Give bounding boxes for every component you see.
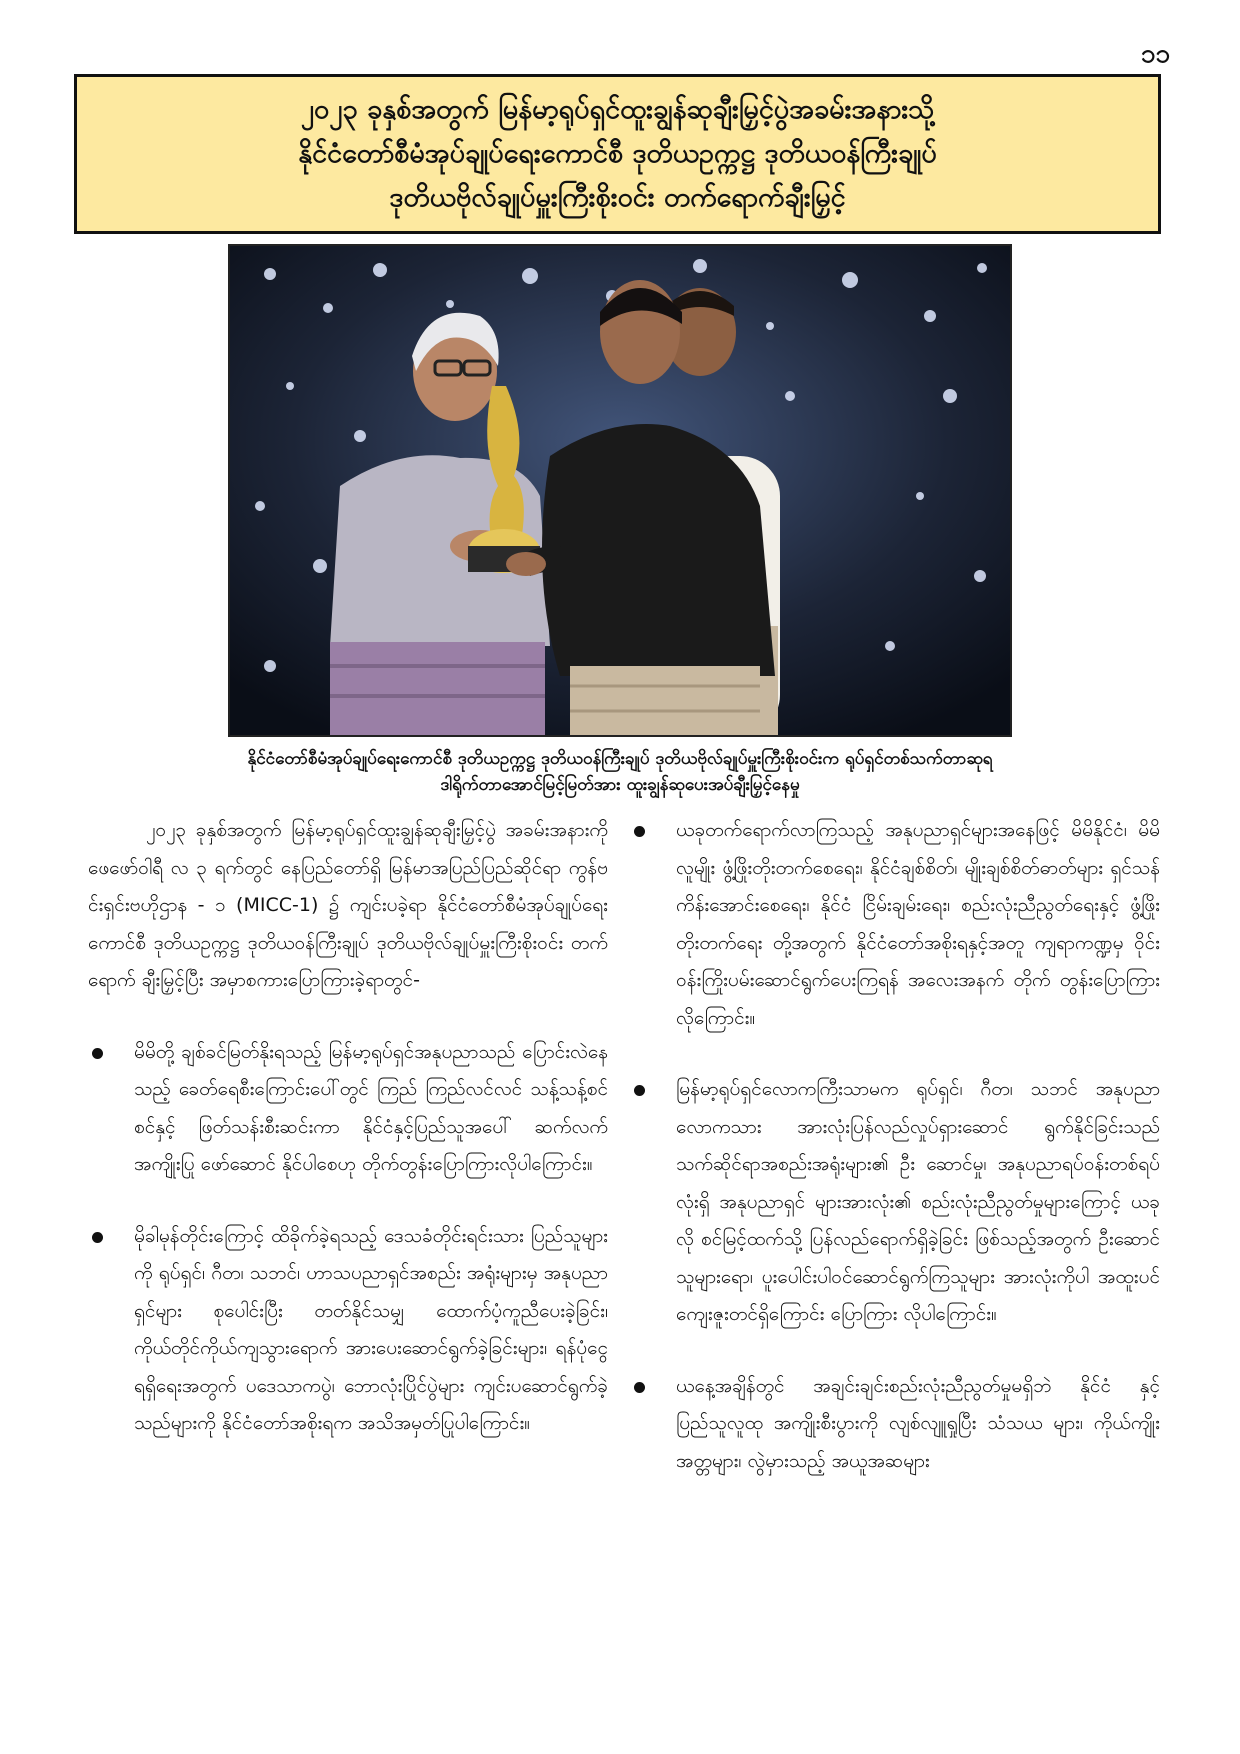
caption-line-2: ဒါရိုက်တာအောင်မြင့်မြတ်အား ထူးချွန်ဆုပေးအပ်ချီးမြှင့်နေမှု: [440, 775, 800, 795]
bullet-dot-icon: [634, 826, 645, 837]
bullet-text: ယခုတက်ရောက်လာကြသည့် အနုပညာရှင်များအနေဖြင့် မိမိနိုင်ငံ၊ မိမိလူမျိုး ဖွံ့ဖြိုးတိုးတက်စေရေး၊ နိုင်ငံချစ်စိတ်၊ မျိုးချစ်စိတ်ဓာတ်များ ရှင်သန်ကိန်းအောင်းစေရေး၊ နိုင်ငံ ငြိမ်းချမ်းရေး၊ စည်းလုံးညီညွတ်ရေးနှင့် ဖွံ့ဖြိုးတိုးတက်ရေး တို့အတွက် နိုင်ငံတော်အစိုးရနှင့်အတူ ကျရာကဏ္ဍမှ ဝိုင်း ဝန်းကြိုးပမ်းဆောင်ရွက်ပေးကြရန် အလေးအနက် တိုက် တွန်းပြောကြားလိုကြောင်း။: [676, 819, 1160, 1029]
bullet-dot-icon: [634, 1382, 645, 1393]
bullet-item: [88, 1034, 608, 1184]
award-ceremony-photo: [228, 244, 1012, 737]
bullet-text: မိုခါမုန်တိုင်းကြောင့် ထိခိုက်ခဲ့ရသည့် ဒေသခံတိုင်းရင်းသား ပြည်သူများကို ရုပ်ရှင်၊ ဂီတ၊ သဘင်၊ ဟာသပညာရှင်အစည်း အရုံးများမှ အနုပညာရှင်များ စုပေါင်းပြီး တတ်နိုင်သမျှ ထောက်ပံ့ကူညီပေးခဲ့ခြင်း၊ ကိုယ်တိုင်ကိုယ်ကျသွားရောက် အားပေးဆောင်ရွက်ခဲ့ခြင်းများ၊ ရန်ပုံငွေရရှိရေးအတွက် ပဒေသာကပွဲ၊ ဘောလုံးပြိုင်ပွဲများ ကျင်းပဆောင်ရွက်ခဲ့ သည်များကို နိုင်ငံတော်အစိုးရက အသိအမှတ်ပြုပါကြောင်း။: [134, 1224, 608, 1434]
left-column: [88, 812, 608, 1443]
intro-paragraph: ၂၀၂၃ ခုနှစ်အတွက် မြန်မာ့ရုပ်ရှင်ထူးချွန်ဆုချီးမြှင့်ပွဲ အခမ်းအနားကို ဖေဖော်ဝါရီ လ ၃ ရက်တွင် နေပြည်တော်ရှိ မြန်မာအပြည်ပြည်ဆိုင်ရာ ကွန်ဗင်းရှင်းဗဟိုဌာန - ၁ (MICC-1) ၌ ကျင်းပခဲ့ရာ နိုင်ငံတော်စီမံအုပ်ချုပ်ရေးကောင်စီ ဒုတိယဥက္ကဋ္ဌ ဒုတိယဝန်ကြီးချုပ် ဒုတိယဗိုလ်ချုပ်မှူးကြီးစိုးဝင်း တက်ရောက် ချီးမြှင့်ပြီး အမှာစကားပြောကြားခဲ့ရာတွင်-: [88, 819, 608, 991]
bullet-text: မိမိတို့ ချစ်ခင်မြတ်နိုးရသည့် မြန်မာ့ရုပ်ရှင်အနုပညာသည် ပြောင်းလဲနေသည့် ခေတ်ရေစီးကြောင်းပေါ်တွင် ကြည် ကြည်လင်လင် သန့်သန့်စင်စင်နှင့် ဖြတ်သန်းစီးဆင်းကာ နိုင်ငံနှင့်ပြည်သူအပေါ် ဆက်လက်အကျိုးပြု ဖော်ဆောင် နိုင်ပါစေဟု တိုက်တွန်းပြောကြားလိုပါကြောင်း။: [134, 1040, 608, 1175]
bullet-item: [630, 812, 1160, 1037]
bullet-item: [88, 1218, 608, 1443]
bullet-text: ယနေ့အချိန်တွင် အချင်းချင်းစည်းလုံးညီညွတ်မှုမရှိဘဲ နိုင်ငံ နှင့် ပြည်သူလူထု အကျိုးစီးပွားကို လျစ်လျူရှုပြီး သံသယ များ၊ ကိုယ်ကျိုးအတ္တများ၊ လွဲမှားသည့် အယူအဆများ: [676, 1374, 1160, 1472]
bullet-dot-icon: [634, 1085, 645, 1096]
headline-box: [74, 74, 1161, 234]
headline-line-3: ဒုတိယဗိုလ်ချုပ်မှူးကြီးစိုးဝင်း တက်ရောက်ချီးမြှင့်: [389, 182, 846, 213]
bullet-item: [630, 1071, 1160, 1334]
bullet-text: မြန်မာ့ရုပ်ရှင်လောကကြီးသာမက ရုပ်ရှင်၊ ဂီတ၊ သဘင် အနုပညာလောကသား အားလုံးပြန်လည်လှုပ်ရှားဆောင် ရွက်နိုင်ခြင်းသည် သက်ဆိုင်ရာအစည်းအရုံးများ၏ ဦး ဆောင်မှု၊ အနုပညာရပ်ဝန်းတစ်ရပ်လုံးရှိ အနုပညာရှင် များအားလုံး၏ စည်းလုံးညီညွတ်မှုများကြောင့် ယခုလို စင်မြင့်ထက်သို့ ပြန်လည်ရောက်ရှိခဲ့ခြင်း ဖြစ်သည့်အတွက် ဦးဆောင်သူများရော၊ ပူးပေါင်းပါဝင်ဆောင်ရွက်ကြသူများ အားလုံးကိုပါ အထူးပင်ကျေးဇူးတင်ရှိကြောင်း ပြောကြား လိုပါကြောင်း။: [676, 1078, 1160, 1325]
headline-line-2: နိုင်ငံတော်စီမံအုပ်ချုပ်ရေးကောင်စီ ဒုတိယဥက္ကဋ္ဌ ဒုတိယဝန်ကြီးချုပ်: [298, 138, 937, 169]
bullet-dot-icon: [92, 1048, 103, 1059]
bullet-item: [630, 1368, 1160, 1481]
headline-line-1: ၂၀၂၃ ခုနှစ်အတွက် မြန်မာ့ရုပ်ရှင်ထူးချွန်ဆုချီးမြှင့်ပွဲအခမ်းအနားသို့: [300, 94, 935, 125]
photo-caption: [100, 746, 1140, 798]
page-number: ၁၁: [1140, 39, 1170, 69]
bullet-dot-icon: [92, 1232, 103, 1243]
photo-illustration: [230, 246, 1010, 735]
caption-line-1: နိုင်ငံတော်စီမံအုပ်ချုပ်ရေးကောင်စီ ဒုတိယဥက္ကဋ္ဌ ဒုတိယဝန်ကြီးချုပ် ဒုတိယဗိုလ်ချုပ်မှူးကြီးစိုးဝင်းက ရုပ်ရှင်တစ်သက်တာဆုရ: [247, 749, 993, 769]
right-column: [630, 812, 1160, 1480]
